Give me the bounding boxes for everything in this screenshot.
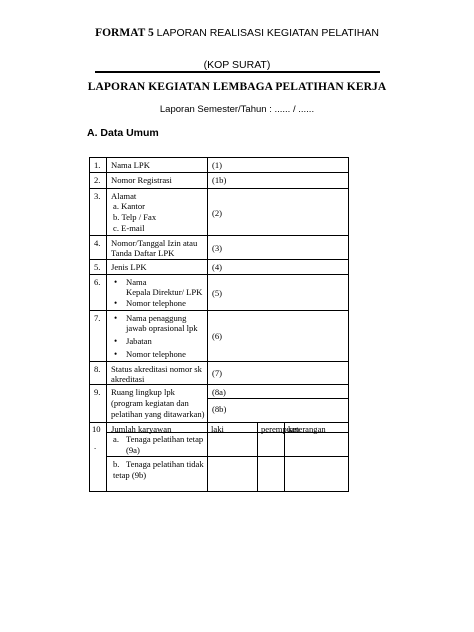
sub-letter: a. [113, 434, 119, 444]
row-bullet: • Nomor telephone [126, 298, 186, 309]
format-header [0, 27, 474, 39]
row-sub-item: b. Telp / Fax [113, 212, 157, 222]
row-number: 8. [94, 364, 101, 374]
row-label-continued: pelatihan yang ditawarkan) [111, 409, 205, 419]
row-line [89, 274, 349, 275]
format-prefix: FORMAT 5 [95, 27, 154, 39]
row-line [89, 491, 349, 492]
row-bullet-continued: Kepala Direktur/ LPK [126, 287, 203, 297]
table-border-left [89, 157, 90, 492]
semester-line: Laporan Semester/Tahun : ...... / ...... [159, 104, 315, 115]
row-number: 1. [94, 160, 101, 170]
row-number-suffix: . [94, 441, 97, 451]
row-sub-item: a. Kantor [113, 201, 145, 211]
row-number: 5. [94, 262, 101, 272]
row-code: (3) [212, 243, 223, 253]
row-code: (1b) [212, 175, 227, 185]
table-border-right [348, 157, 349, 492]
row-number: 4. [94, 238, 101, 248]
row-bullet: • Nomor telephone [126, 349, 186, 360]
column-header-laki: laki [211, 424, 224, 434]
row-bullet: • Nama penaggung [126, 313, 186, 324]
row-code: (7) [212, 368, 223, 378]
row-code-secondary: (8b) [212, 404, 227, 414]
row-line [89, 361, 349, 362]
row-number: 6. [94, 277, 101, 287]
row-number: 2. [94, 175, 101, 185]
row-line [89, 157, 349, 158]
row-number: 3. [94, 191, 101, 201]
sub-text: Tenaga pelatihan tetap [126, 434, 204, 444]
section-heading: A. Data Umum [87, 127, 159, 139]
row-label-continued: akreditasi [111, 374, 145, 384]
row-label-continued: (program kegiatan dan [111, 398, 189, 408]
column-header-perempuan: perempuan [261, 424, 300, 434]
sub-text: Tenaga pelatihan tidak [126, 459, 204, 469]
row-code: (1) [212, 160, 223, 170]
row-line [89, 259, 349, 260]
row-label: Jumlah karyawan [111, 424, 172, 434]
format-title: LAPORAN REALISASI KEGIATAN PELATIHAN [156, 27, 379, 39]
sub-letter: b. [113, 459, 120, 469]
row-label: Nomor/Tanggal Izin atau [111, 238, 198, 248]
row-label: Nomor Registrasi [111, 175, 172, 185]
row-code: (5) [212, 288, 223, 298]
row-bullet-continued: jawab oprasional lpk [126, 323, 198, 333]
sub-text-continued: (9a) [126, 445, 140, 455]
column-header-keterangan: keterangan [288, 424, 326, 434]
row-label: Nama LPK [111, 160, 150, 170]
row-bullet: • Nama [126, 277, 147, 288]
row-bullet: • Jabatan [126, 336, 152, 347]
row-line [89, 235, 349, 236]
table-col-label [207, 157, 208, 422]
row-line [106, 456, 349, 457]
row-line [89, 310, 349, 311]
row-number: 9. [94, 387, 101, 397]
row-code: (2) [212, 208, 223, 218]
row-label-continued: Tanda Daftar LPK [111, 248, 175, 258]
row-label: Alamat [111, 191, 137, 201]
row-number: 10 [92, 424, 101, 434]
row-line [89, 422, 349, 423]
row-line [89, 172, 349, 173]
row-label: Ruang lingkup lpk [111, 387, 175, 397]
row-code: (6) [212, 331, 223, 341]
row-sub-item: c. E-mail [113, 223, 145, 233]
document-title: LAPORAN KEGIATAN LEMBAGA PELATIHAN KERJA [87, 81, 387, 93]
sub-text-continued: tetap (9b) [113, 470, 147, 480]
table-col-no [106, 157, 107, 492]
header-rule [95, 71, 380, 73]
row-line-sub [208, 398, 349, 399]
row-number: 7. [94, 313, 101, 323]
row-label: Status akreditasi nomor sk [111, 364, 202, 374]
row-label: Jenis LPK [111, 262, 147, 272]
row-code: (4) [212, 262, 223, 272]
kop-surat: (KOP SURAT) [203, 59, 271, 71]
row-line [89, 188, 349, 189]
row-code: (8a) [212, 387, 226, 397]
